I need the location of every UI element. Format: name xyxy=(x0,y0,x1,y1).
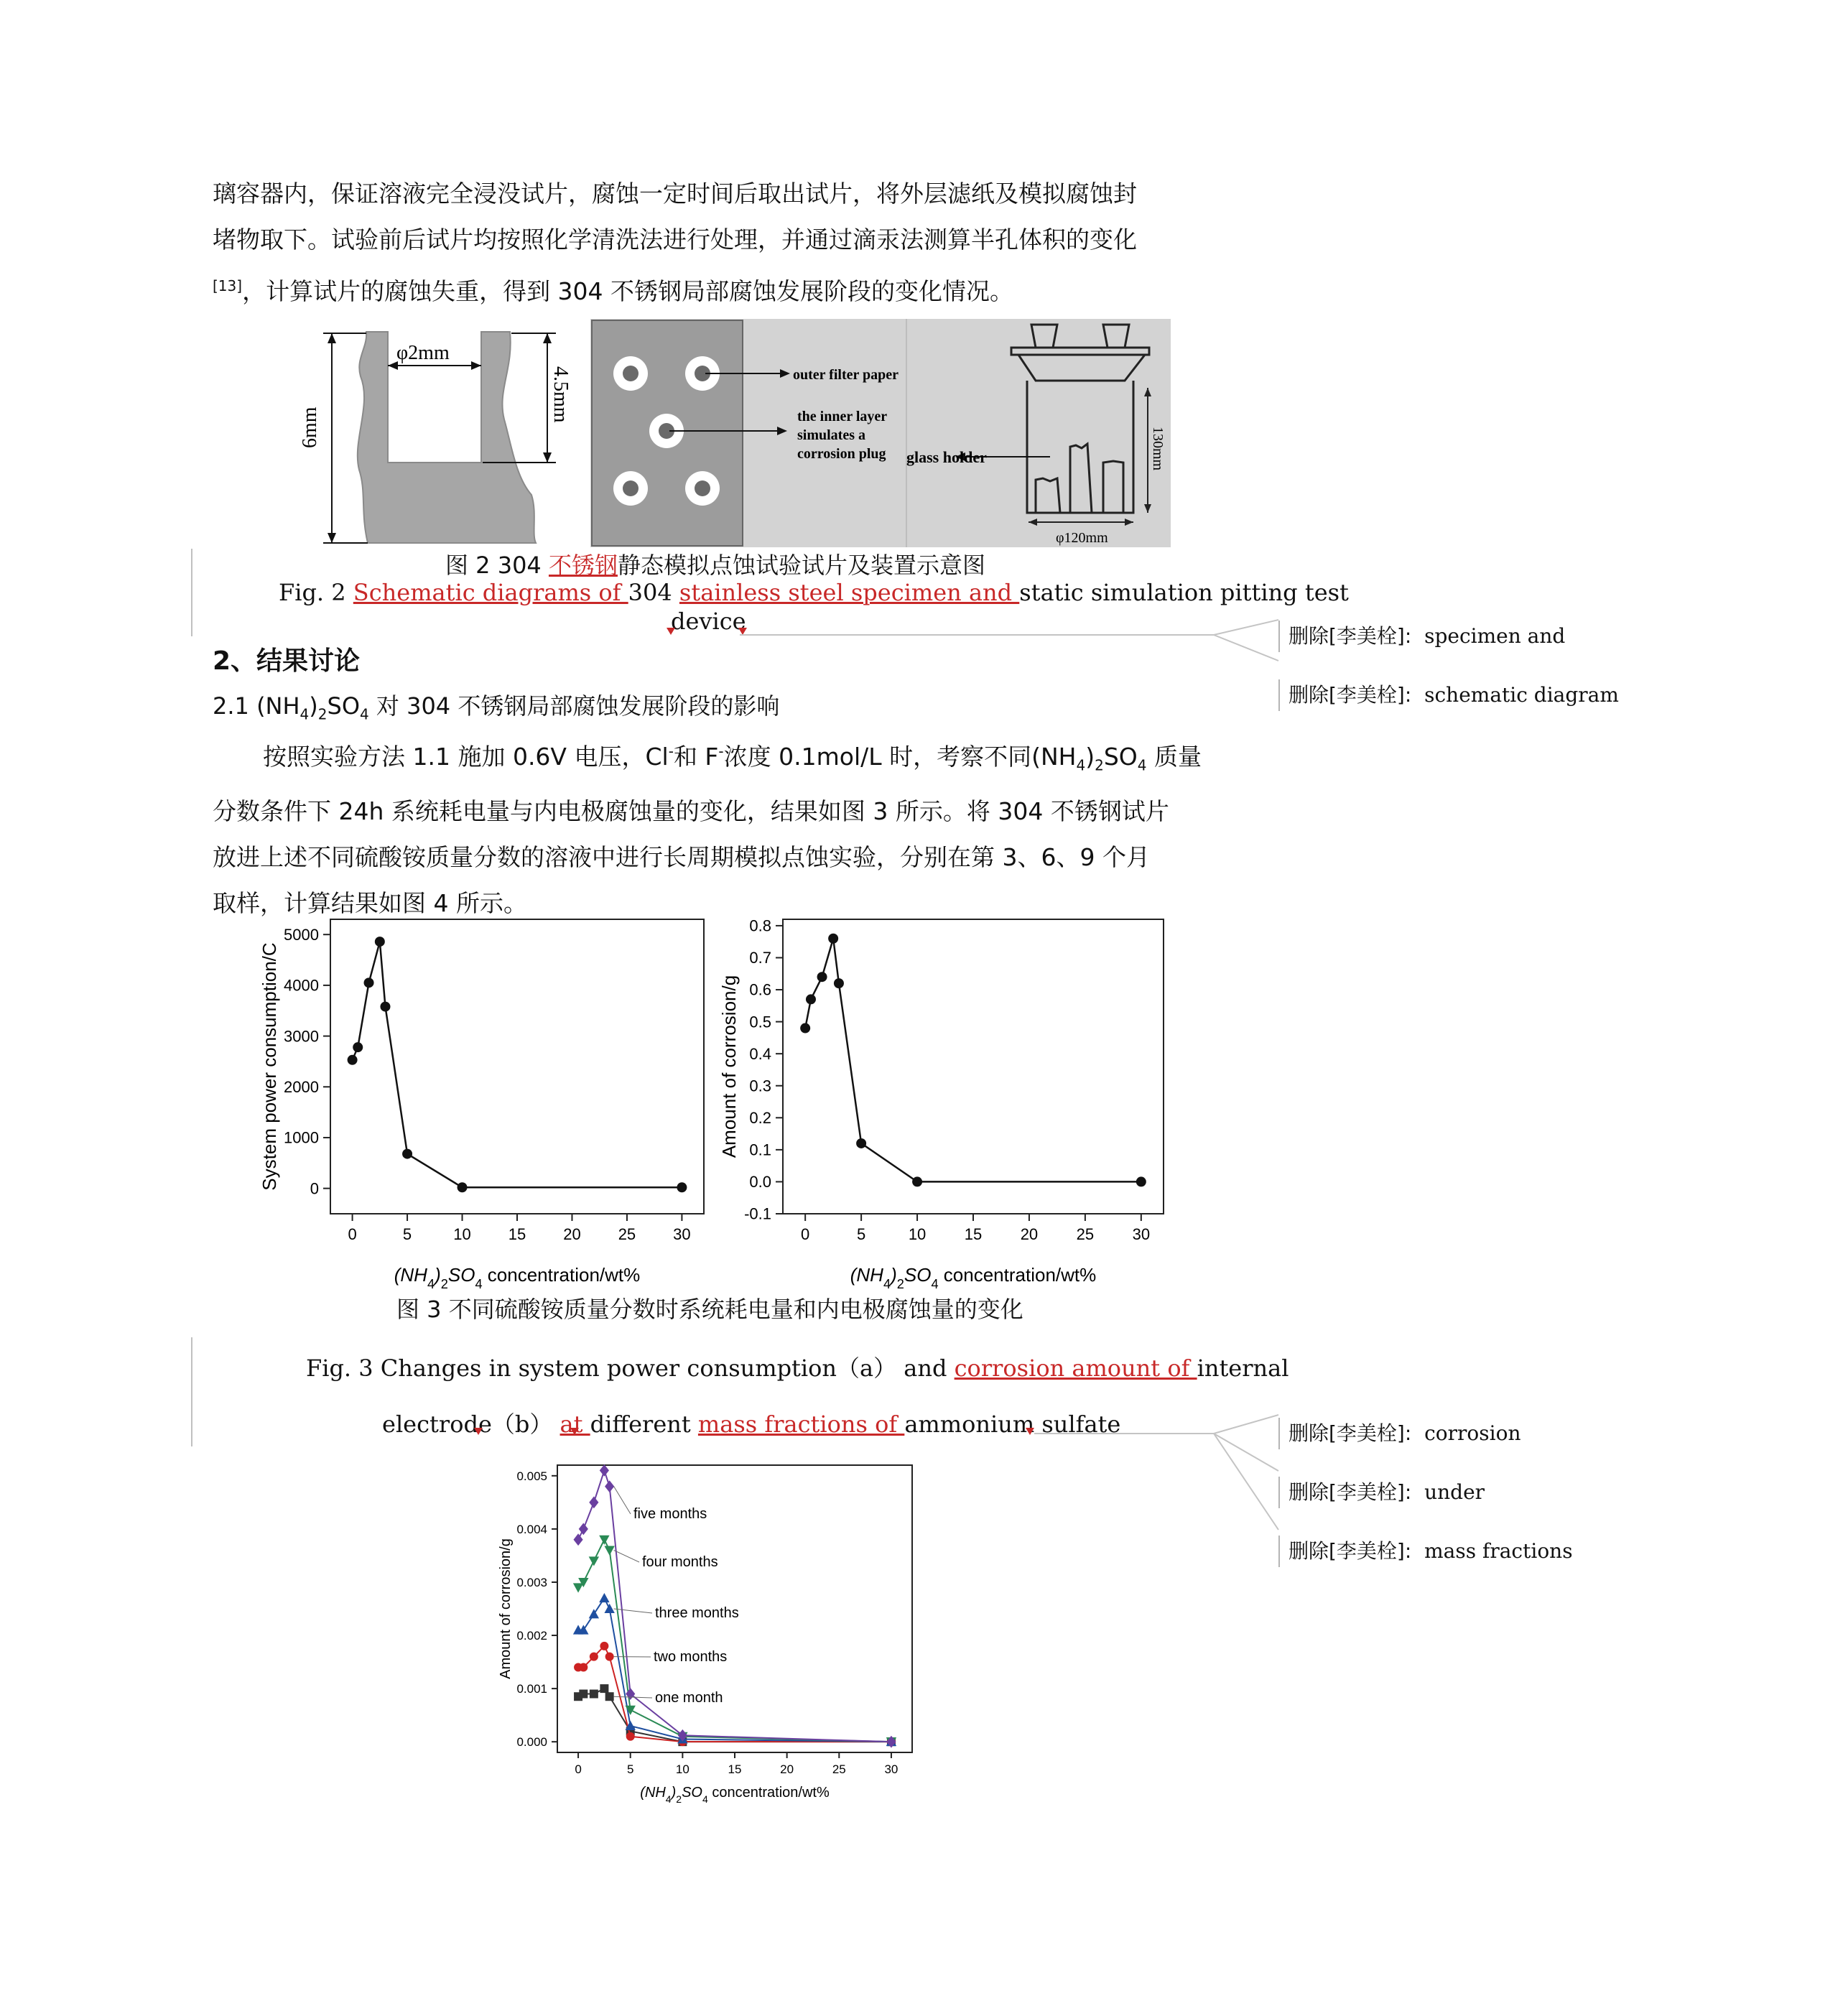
data-point xyxy=(626,1706,636,1715)
x-tick-label: 15 xyxy=(728,1762,742,1776)
y-tick-label: 2000 xyxy=(284,1077,319,1096)
fig3-caption-en2-deleted-1[interactable]: at xyxy=(559,1411,590,1438)
x-axis-label: $(NH_4)_2SO_4$ concentration/wt% xyxy=(640,1785,830,1805)
series-label: three months xyxy=(655,1605,739,1621)
y-tick-label: 0.8 xyxy=(749,916,771,935)
data-point xyxy=(375,937,385,947)
y-tick-label: 0.004 xyxy=(516,1522,547,1536)
deletion-marker[interactable] xyxy=(570,1428,579,1435)
paragraph-1-line-3 xyxy=(213,263,1218,315)
y-axis-label: Amount of corrosion/g xyxy=(498,1538,514,1679)
dim-dia-label: φ2mm xyxy=(396,342,450,364)
y-tick-label: 0.005 xyxy=(516,1469,547,1483)
citation-ref[interactable]: [13] xyxy=(213,277,243,294)
p2-line1-d: ) xyxy=(1085,743,1095,771)
comment-author: 删除[李美栓]: xyxy=(1289,1480,1412,1504)
p2-line1-e: SO xyxy=(1103,743,1138,771)
series-label: five months xyxy=(633,1506,707,1522)
subheading-g: 对 304 不锈钢局部腐蚀发展阶段的影响 xyxy=(368,692,780,720)
x-tick-label: 20 xyxy=(563,1225,581,1243)
dim-depth-label: 4.5mm xyxy=(549,366,572,423)
deletion-marker[interactable] xyxy=(667,628,675,635)
x-tick-label: 25 xyxy=(832,1762,846,1776)
paragraph-1-line-2: 堵物取下。试验前后试片均按照化学清洗法进行处理，并通过滴汞法测算半孔体积的变化 xyxy=(213,226,1137,254)
data-point xyxy=(605,1692,614,1701)
data-point xyxy=(590,1690,598,1699)
y-tick-label: 3000 xyxy=(284,1027,319,1046)
fig2-caption-cn-a: 图 2 304 xyxy=(445,552,549,579)
p2-line1-f: 质量 xyxy=(1146,743,1202,771)
x-tick-label: 30 xyxy=(673,1225,691,1243)
fig3-caption-en2-b: different xyxy=(590,1411,698,1438)
comment-text: under xyxy=(1424,1480,1485,1504)
data-point xyxy=(599,1593,609,1602)
x-tick-label: 5 xyxy=(402,1225,412,1243)
y-tick-label: 4000 xyxy=(284,976,319,995)
x-tick-label: 25 xyxy=(618,1225,636,1243)
x-axis-label: $(NH_4)_2SO_4$ concentration/wt% xyxy=(394,1264,641,1291)
paragraph-1-line-3-text: ，计算试片的腐蚀失重，得到 304 不锈钢局部腐蚀发展阶段的变化情况。 xyxy=(242,277,1014,305)
x-tick-label: 30 xyxy=(1132,1225,1151,1243)
label-holder-height: 130mm xyxy=(1150,427,1166,471)
fig2-caption-cn-b: 静态模拟点蚀试验试片及装置示意图 xyxy=(617,552,985,579)
comment-5[interactable] xyxy=(1278,1536,1573,1567)
y-tick-label: 0.002 xyxy=(516,1628,547,1643)
x-tick-label: 15 xyxy=(508,1225,526,1243)
label-glass-holder: glass holder xyxy=(906,448,987,466)
data-point xyxy=(579,1523,588,1535)
comment-text: mass fractions xyxy=(1424,1539,1573,1563)
x-tick-label: 0 xyxy=(801,1225,810,1243)
fig2-caption-en-deleted-1[interactable]: Schematic diagrams of xyxy=(353,579,628,606)
y-tick-label: 0.2 xyxy=(749,1109,771,1128)
data-point xyxy=(589,1496,598,1508)
plot-frame xyxy=(330,919,704,1214)
dim-height-label: 6mm xyxy=(299,407,321,448)
fig3-caption-en1-deleted[interactable]: corrosion amount of xyxy=(954,1355,1197,1382)
y-axis-label: System power consumption/C xyxy=(259,942,280,1191)
subheading-sub-2: 2 xyxy=(317,705,328,723)
label-holder-width: φ120mm xyxy=(1056,530,1108,546)
x-tick-label: 10 xyxy=(453,1225,471,1243)
y-axis-label: Amount of corrosion/g xyxy=(718,975,740,1158)
revision-bar xyxy=(191,549,192,636)
series-label: two months xyxy=(654,1649,728,1665)
fig2-specimen-drawing xyxy=(299,319,572,549)
data-point xyxy=(380,1002,390,1012)
series-line xyxy=(353,942,682,1187)
data-point xyxy=(579,1663,588,1671)
deletion-marker[interactable] xyxy=(474,1428,483,1435)
data-point xyxy=(600,1684,608,1693)
comment-3[interactable] xyxy=(1278,1418,1521,1449)
paragraph-2-line-2: 分数条件下 24h 系统耗电量与内电极腐蚀量的变化，结果如图 3 所示。将 304 不锈钢试片 xyxy=(213,796,1169,825)
fig2-caption-cn xyxy=(445,547,985,580)
x-tick-label: 5 xyxy=(856,1225,866,1243)
subheading-c: ) xyxy=(309,692,318,720)
data-point xyxy=(604,1604,614,1613)
fig2-caption-cn-deleted[interactable]: 不锈钢 xyxy=(548,552,618,579)
paragraph-1-line-1: 璃容器内，保证溶液完全浸没试片，腐蚀一定时间后取出试片，将外层滤纸及模拟腐蚀封 xyxy=(213,180,1137,208)
data-point xyxy=(590,1653,598,1661)
label-inner-layer-2: simulates a xyxy=(797,427,865,443)
fig2-caption-en-c: static simulation pitting test xyxy=(1019,579,1349,606)
fig2-caption-en-b: 304 xyxy=(628,579,679,606)
data-point xyxy=(605,1653,614,1661)
comment-connectors xyxy=(740,618,1286,1580)
series-label: four months xyxy=(642,1554,718,1570)
x-tick-label: 25 xyxy=(1076,1225,1095,1243)
comment-2[interactable] xyxy=(1278,679,1619,711)
subsection-heading xyxy=(213,688,779,723)
y-tick-label: -0.1 xyxy=(744,1204,771,1223)
comment-1[interactable] xyxy=(1278,621,1565,652)
fig3-caption-cn: 图 3 不同硫酸铵质量分数时系统耗电量和内电极腐蚀量的变化 xyxy=(396,1296,1023,1323)
y-tick-label: 0.7 xyxy=(749,949,771,967)
annotation-leader xyxy=(614,1609,652,1613)
data-point xyxy=(677,1182,687,1192)
data-point xyxy=(599,1536,609,1545)
p2-line1-c: 浓度 0.1mol/L 时，考察不同(NH xyxy=(723,743,1077,771)
fig3-caption-en2-a: electrode（b） xyxy=(382,1411,560,1438)
y-tick-label: 1000 xyxy=(284,1128,319,1147)
y-tick-label: 0.4 xyxy=(749,1044,771,1063)
data-point xyxy=(573,1533,582,1546)
y-tick-label: 5000 xyxy=(284,925,319,944)
comment-text: corrosion xyxy=(1424,1421,1521,1445)
fig3a-power-chart xyxy=(251,912,711,1291)
x-tick-label: 0 xyxy=(575,1762,582,1776)
label-outer-filter: outer filter paper xyxy=(793,367,899,383)
x-tick-label: 0 xyxy=(348,1225,357,1243)
label-inner-layer-1: the inner layer xyxy=(797,409,888,424)
x-tick-label: 10 xyxy=(908,1225,927,1243)
paragraph-2-line-3: 放进上述不同硫酸铵质量分数的溶液中进行长周期模拟点蚀实验，分别在第 3、6、9 个月 xyxy=(213,842,1150,871)
data-point xyxy=(402,1149,412,1159)
section-heading: 2、结果讨论 xyxy=(213,646,361,676)
fig2-caption-en-deleted-2[interactable]: stainless steel specimen and xyxy=(679,579,1020,606)
comment-author: 删除[李美栓]: xyxy=(1289,1539,1412,1563)
p2-line1-b: 和 F xyxy=(673,743,719,771)
subheading-e: SO xyxy=(327,692,360,720)
comment-author: 删除[李美栓]: xyxy=(1289,683,1412,707)
p2-line1-s3: 4 xyxy=(1137,756,1147,774)
annotation-leader xyxy=(614,1487,631,1514)
data-point xyxy=(605,1480,614,1492)
label-inner-layer-3: corrosion plug xyxy=(797,446,886,462)
paragraph-2-line-4: 取样，计算结果如图 4 所示。 xyxy=(213,888,527,917)
comment-4[interactable] xyxy=(1278,1477,1485,1508)
comment-text: specimen and xyxy=(1424,624,1566,648)
series-label: one month xyxy=(655,1690,723,1706)
x-tick-label: 30 xyxy=(884,1762,899,1776)
fig2-caption-en-a: Fig. 2 xyxy=(279,579,353,606)
revision-bar xyxy=(191,1337,192,1446)
data-point xyxy=(600,1464,609,1477)
fig3-caption-en1-b: internal xyxy=(1197,1355,1289,1382)
data-point xyxy=(589,1556,599,1566)
comment-text: schematic diagram xyxy=(1424,683,1619,707)
fig3-caption-en1-a: Fig. 3 Changes in system power consumption（a） and xyxy=(306,1355,955,1382)
data-point xyxy=(589,1609,599,1618)
subheading-a: 2.1 (NH xyxy=(213,692,300,720)
fig2-device-drawing xyxy=(590,319,1171,547)
data-point xyxy=(579,1690,588,1699)
paragraph-1 xyxy=(213,171,1218,315)
x-tick-label: 20 xyxy=(780,1762,794,1776)
y-tick-label: 0.3 xyxy=(749,1077,771,1095)
y-tick-label: 0.0 xyxy=(749,1173,771,1192)
data-point xyxy=(353,1042,363,1052)
comment-author: 删除[李美栓]: xyxy=(1289,624,1412,648)
data-point xyxy=(573,1583,583,1592)
comment-author: 删除[李美栓]: xyxy=(1289,1421,1412,1445)
y-tick-label: 0 xyxy=(310,1179,319,1198)
fig3-caption-en2-deleted-2[interactable]: mass fractions of xyxy=(697,1411,905,1438)
p2-line1-sup1: - xyxy=(668,743,674,760)
p2-line1-sup2: - xyxy=(718,743,724,760)
x-tick-label: 10 xyxy=(675,1762,689,1776)
subheading-sub-3: 4 xyxy=(360,705,369,723)
data-point xyxy=(600,1642,608,1650)
fig2-caption-en xyxy=(279,579,1349,606)
x-tick-label: 15 xyxy=(964,1225,983,1243)
y-tick-label: 0.003 xyxy=(516,1575,547,1589)
y-tick-label: 0.1 xyxy=(749,1141,771,1159)
subheading-sub-1: 4 xyxy=(300,705,310,723)
x-axis-label: $(NH_4)_2SO_4$ concentration/wt% xyxy=(850,1264,1097,1291)
x-tick-label: 5 xyxy=(626,1762,634,1776)
data-point xyxy=(348,1055,358,1065)
p2-line1-s1: 4 xyxy=(1076,756,1086,774)
y-tick-label: 0.5 xyxy=(749,1013,771,1031)
p2-line1-s2: 2 xyxy=(1095,756,1104,774)
p2-line1-a: 按照实验方法 1.1 施加 0.6V 电压，Cl xyxy=(263,743,669,771)
y-tick-label: 0.6 xyxy=(749,980,771,999)
data-point xyxy=(458,1182,468,1192)
x-tick-label: 20 xyxy=(1020,1225,1039,1243)
y-tick-label: 0.000 xyxy=(516,1735,547,1750)
data-point xyxy=(604,1546,614,1556)
data-point xyxy=(364,977,374,988)
fig3-caption-en2-c: ammonium sulfate xyxy=(904,1411,1121,1438)
y-tick-label: 0.001 xyxy=(516,1682,547,1696)
data-point xyxy=(626,1732,635,1741)
fig2-caption-en-line2: device xyxy=(671,608,746,635)
